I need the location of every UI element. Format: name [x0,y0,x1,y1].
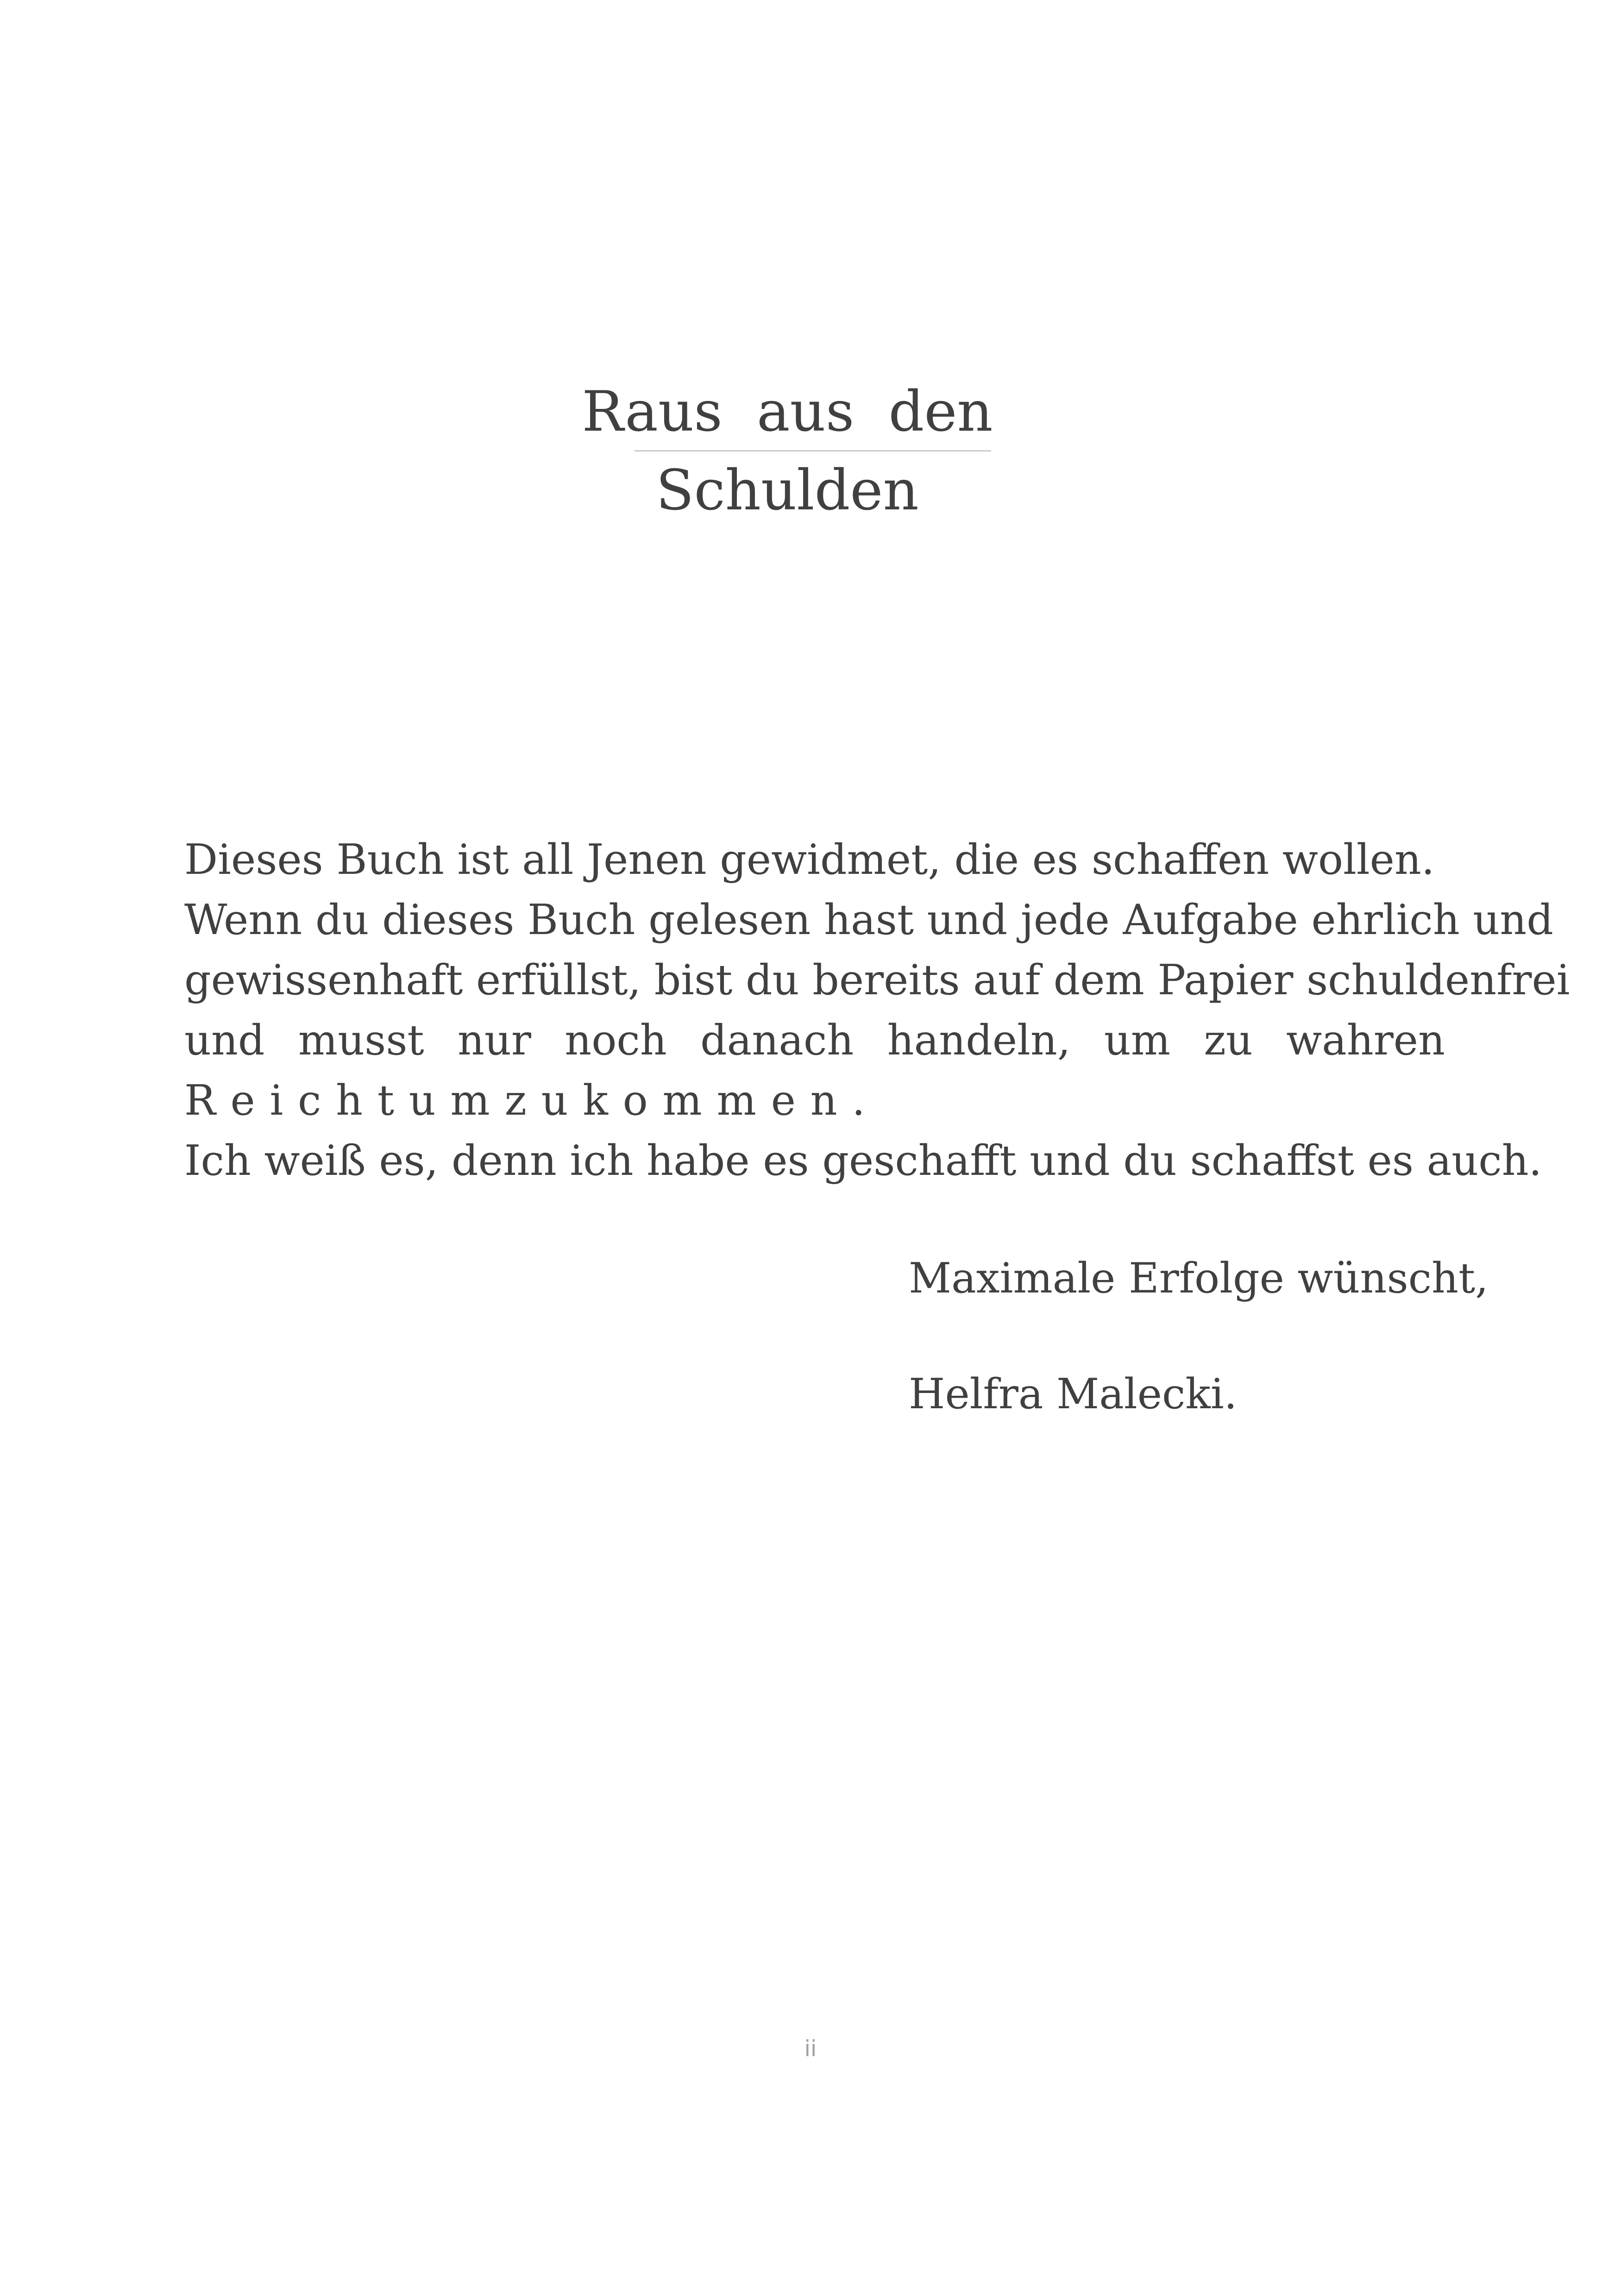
book-title-line-2: Schulden [656,458,919,523]
dedication-line: gewissenhaft erfüllst, bist du bereits auf dem Papier schuldenfrei [184,956,1570,1004]
author-signature: Helfra Malecki. [909,1370,1238,1418]
dedication-line: Ich weiß es, denn ich habe es geschafft und du schaffst es auch. [184,1136,1542,1185]
book-title-line-1: Raus aus den [582,380,993,444]
closing-greeting: Maximale Erfolge wünscht, [909,1254,1489,1303]
page-number: ii [804,2036,817,2062]
title-divider [635,450,991,452]
dedication-line: R e i c h t u m z u k o m m e n . [184,1076,865,1125]
dedication-line: Wenn du dieses Buch gelesen hast und jede Aufgabe ehrlich und [184,896,1553,944]
dedication-line: und musst nur noch danach handeln, um zu wahren [184,1016,1445,1065]
dedication-line: Dieses Buch ist all Jenen gewidmet, die es schaffen wollen. [184,835,1435,884]
